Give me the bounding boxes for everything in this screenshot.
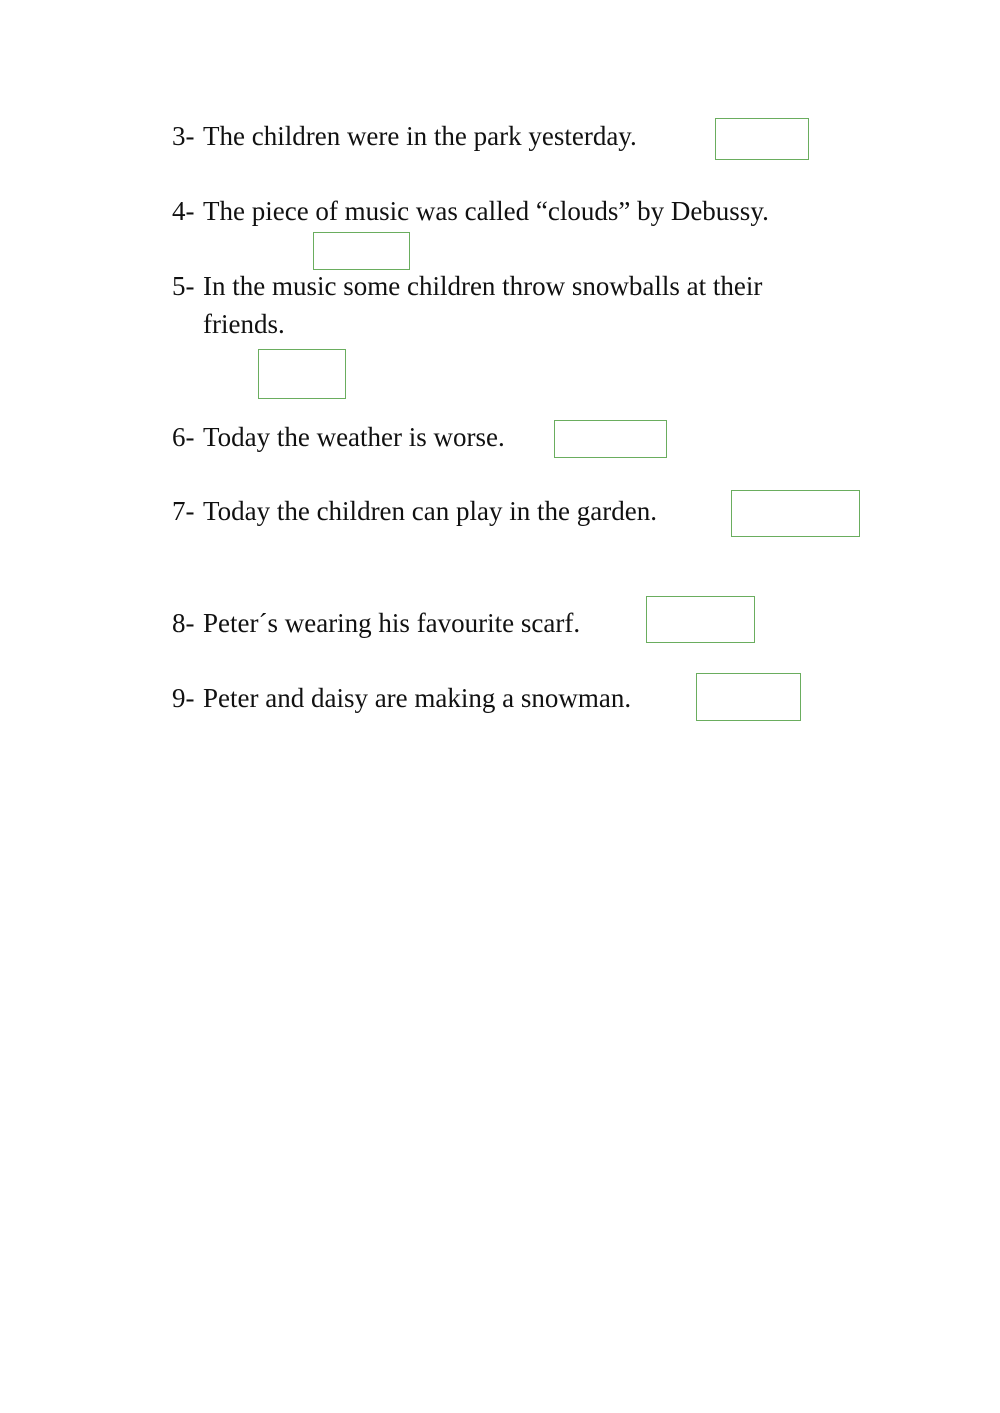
question-number: 9- <box>172 683 195 713</box>
question-text: Peter and daisy are making a snowman. <box>203 683 632 713</box>
question-text: The children were in the park yesterday. <box>203 121 637 151</box>
question-number: 7- <box>172 496 195 526</box>
question-number: 3- <box>172 121 195 151</box>
question-number: 6- <box>172 422 195 452</box>
question-text: The piece of music was called “clouds” by Debussy. <box>203 196 769 226</box>
question-text-continued: friends. <box>203 309 285 339</box>
answer-box-4[interactable] <box>313 232 410 270</box>
answer-box-6[interactable] <box>554 420 667 458</box>
question-text: In the music some children throw snowballs at their <box>203 271 763 301</box>
question-number: 4- <box>172 196 195 226</box>
question-text: Today the children can play in the garden. <box>203 496 657 526</box>
answer-box-5[interactable] <box>258 349 346 399</box>
question-text: Today the weather is worse. <box>203 422 505 452</box>
answer-box-9[interactable] <box>696 673 801 721</box>
answer-box-8[interactable] <box>646 596 755 643</box>
answer-box-3[interactable] <box>715 118 809 160</box>
answer-box-7[interactable] <box>731 490 860 537</box>
question-text: Peter´s wearing his favourite scarf. <box>203 608 581 638</box>
question-number: 5- <box>172 271 195 301</box>
question-number: 8- <box>172 608 195 638</box>
